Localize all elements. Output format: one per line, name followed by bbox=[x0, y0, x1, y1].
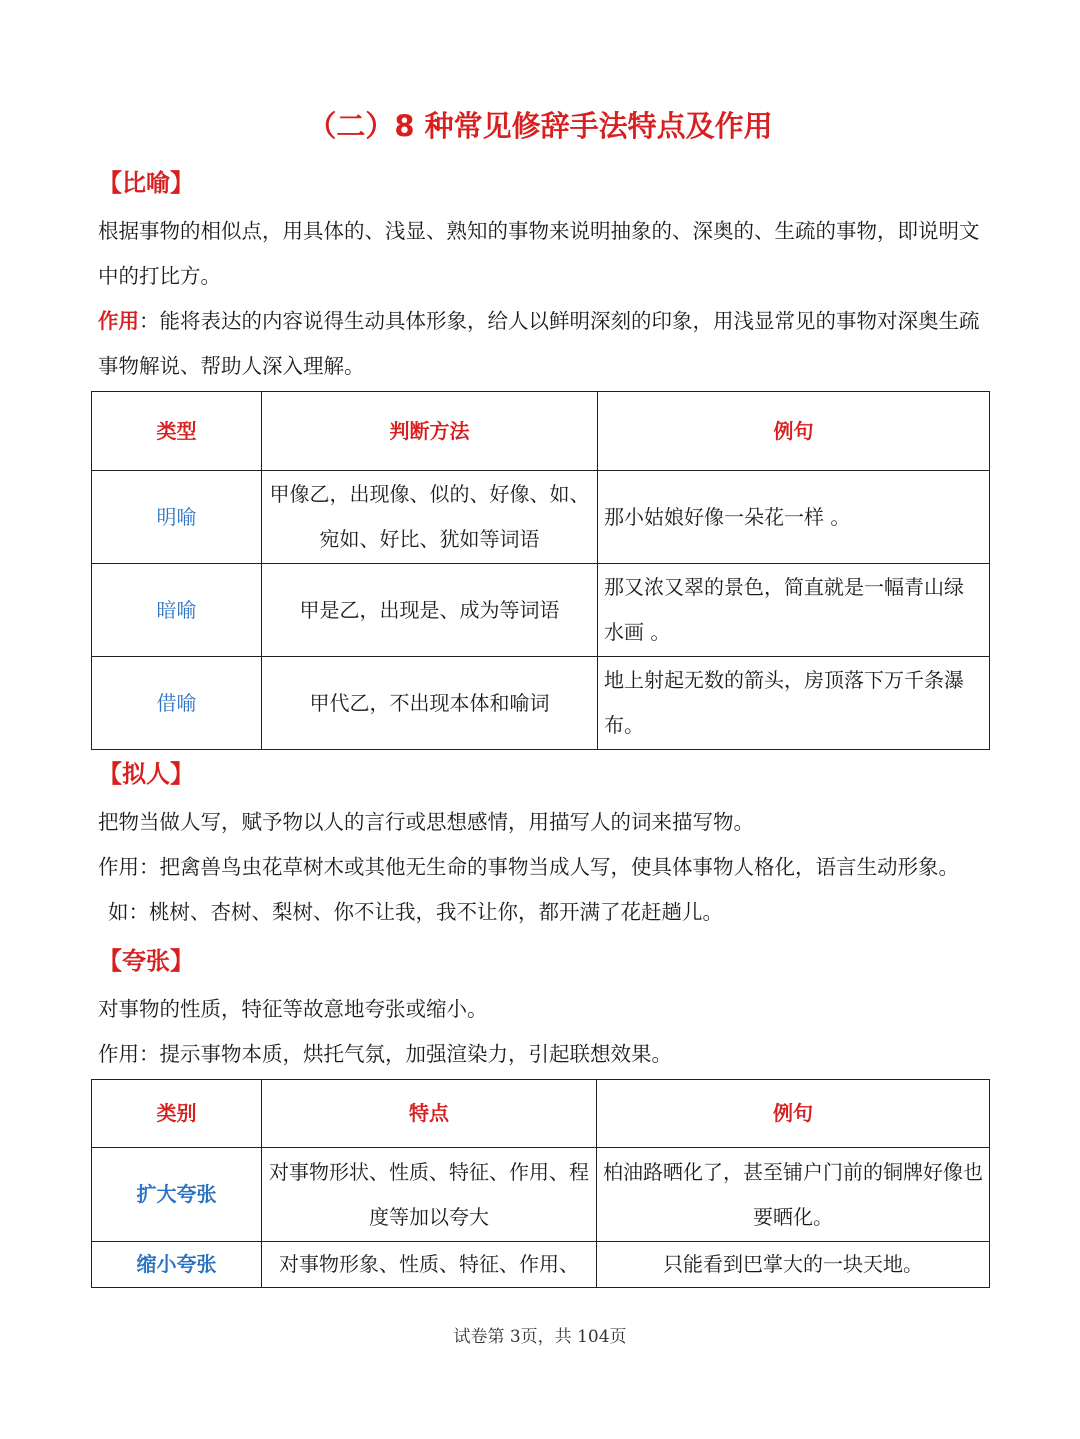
method-cell: 甲是乙，出现是、成为等词语 bbox=[262, 564, 598, 657]
method-cell: 甲代乙，不出现本体和喻词 bbox=[262, 657, 598, 750]
personification-example: 如：桃树、杏树、梨树、你不让我，我不让你，都开满了花赶趟儿。 bbox=[108, 900, 723, 924]
column-header-method: 判断方法 bbox=[262, 392, 598, 471]
table-header-row bbox=[92, 392, 990, 471]
table-row bbox=[92, 564, 990, 657]
hyperbole-effect: 作用：提示事物本质，烘托气氛，加强渲染力，引起联想效果。 bbox=[98, 1042, 672, 1066]
example-cell: 只能看到巴掌大的一块天地。 bbox=[597, 1242, 990, 1288]
hyperbole-table bbox=[91, 1079, 990, 1288]
metaphor-effect bbox=[98, 299, 988, 389]
metaphor-table bbox=[91, 391, 990, 750]
feature-cell: 对事物形状、性质、特征、作用、程度等加以夸大 bbox=[262, 1148, 597, 1242]
type-cell: 明喻 bbox=[92, 471, 262, 564]
type-cell: 扩大夸张 bbox=[92, 1148, 262, 1242]
column-header-type: 类型 bbox=[92, 392, 262, 471]
example-cell: 地上射起无数的箭头，房顶落下万千条瀑布。 bbox=[598, 657, 990, 750]
column-header-category: 类别 bbox=[92, 1080, 262, 1148]
column-header-example: 例句 bbox=[597, 1080, 990, 1148]
table-row bbox=[92, 1148, 990, 1242]
page-footer: 试卷第 3页，共 104页 bbox=[453, 1327, 627, 1347]
table-header-row bbox=[92, 1080, 990, 1148]
personification-effect: 作用：把禽兽鸟虫花草树木或其他无生命的事物当成人写，使具体事物人格化，语言生动形象。 bbox=[98, 855, 959, 879]
column-header-example: 例句 bbox=[598, 392, 990, 471]
effect-label: 作用 bbox=[98, 309, 139, 333]
table-row bbox=[92, 471, 990, 564]
page-title: （二）8 种常见修辞手法特点及作用 bbox=[307, 109, 773, 143]
metaphor-definition: 根据事物的相似点，用具体的、浅显、熟知的事物来说明抽象的、深奥的、生疏的事物，即说明文中的打比方。 bbox=[98, 219, 980, 288]
table-row bbox=[92, 1242, 990, 1288]
hyperbole-definition: 对事物的性质，特征等故意地夸张或缩小。 bbox=[98, 997, 488, 1021]
personification-definition: 把物当做人写，赋予物以人的言行或思想感情，用描写人的词来描写物。 bbox=[98, 810, 754, 834]
example-cell: 柏油路晒化了，甚至铺户门前的铜牌好像也要晒化。 bbox=[597, 1148, 990, 1242]
type-cell: 缩小夸张 bbox=[92, 1242, 262, 1288]
section-heading-personification: 【拟人】 bbox=[98, 760, 194, 788]
section-heading-hyperbole: 【夸张】 bbox=[98, 947, 194, 975]
column-header-feature: 特点 bbox=[262, 1080, 597, 1148]
example-cell: 那小姑娘好像一朵花一样 。 bbox=[598, 471, 990, 564]
feature-cell: 对事物形象、性质、特征、作用、 bbox=[262, 1242, 597, 1288]
type-cell: 暗喻 bbox=[92, 564, 262, 657]
table-row bbox=[92, 657, 990, 750]
type-cell: 借喻 bbox=[92, 657, 262, 750]
example-cell: 那又浓又翠的景色，简直就是一幅青山绿水画 。 bbox=[598, 564, 990, 657]
section-heading-metaphor: 【比喻】 bbox=[98, 169, 194, 197]
effect-text: ：能将表达的内容说得生动具体形象，给人以鲜明深刻的印象，用浅显常见的事物对深奥生疏事物解说、帮助人深入理解。 bbox=[98, 309, 980, 378]
method-cell: 甲像乙，出现像、似的、好像、如、宛如、好比、犹如等词语 bbox=[262, 471, 598, 564]
